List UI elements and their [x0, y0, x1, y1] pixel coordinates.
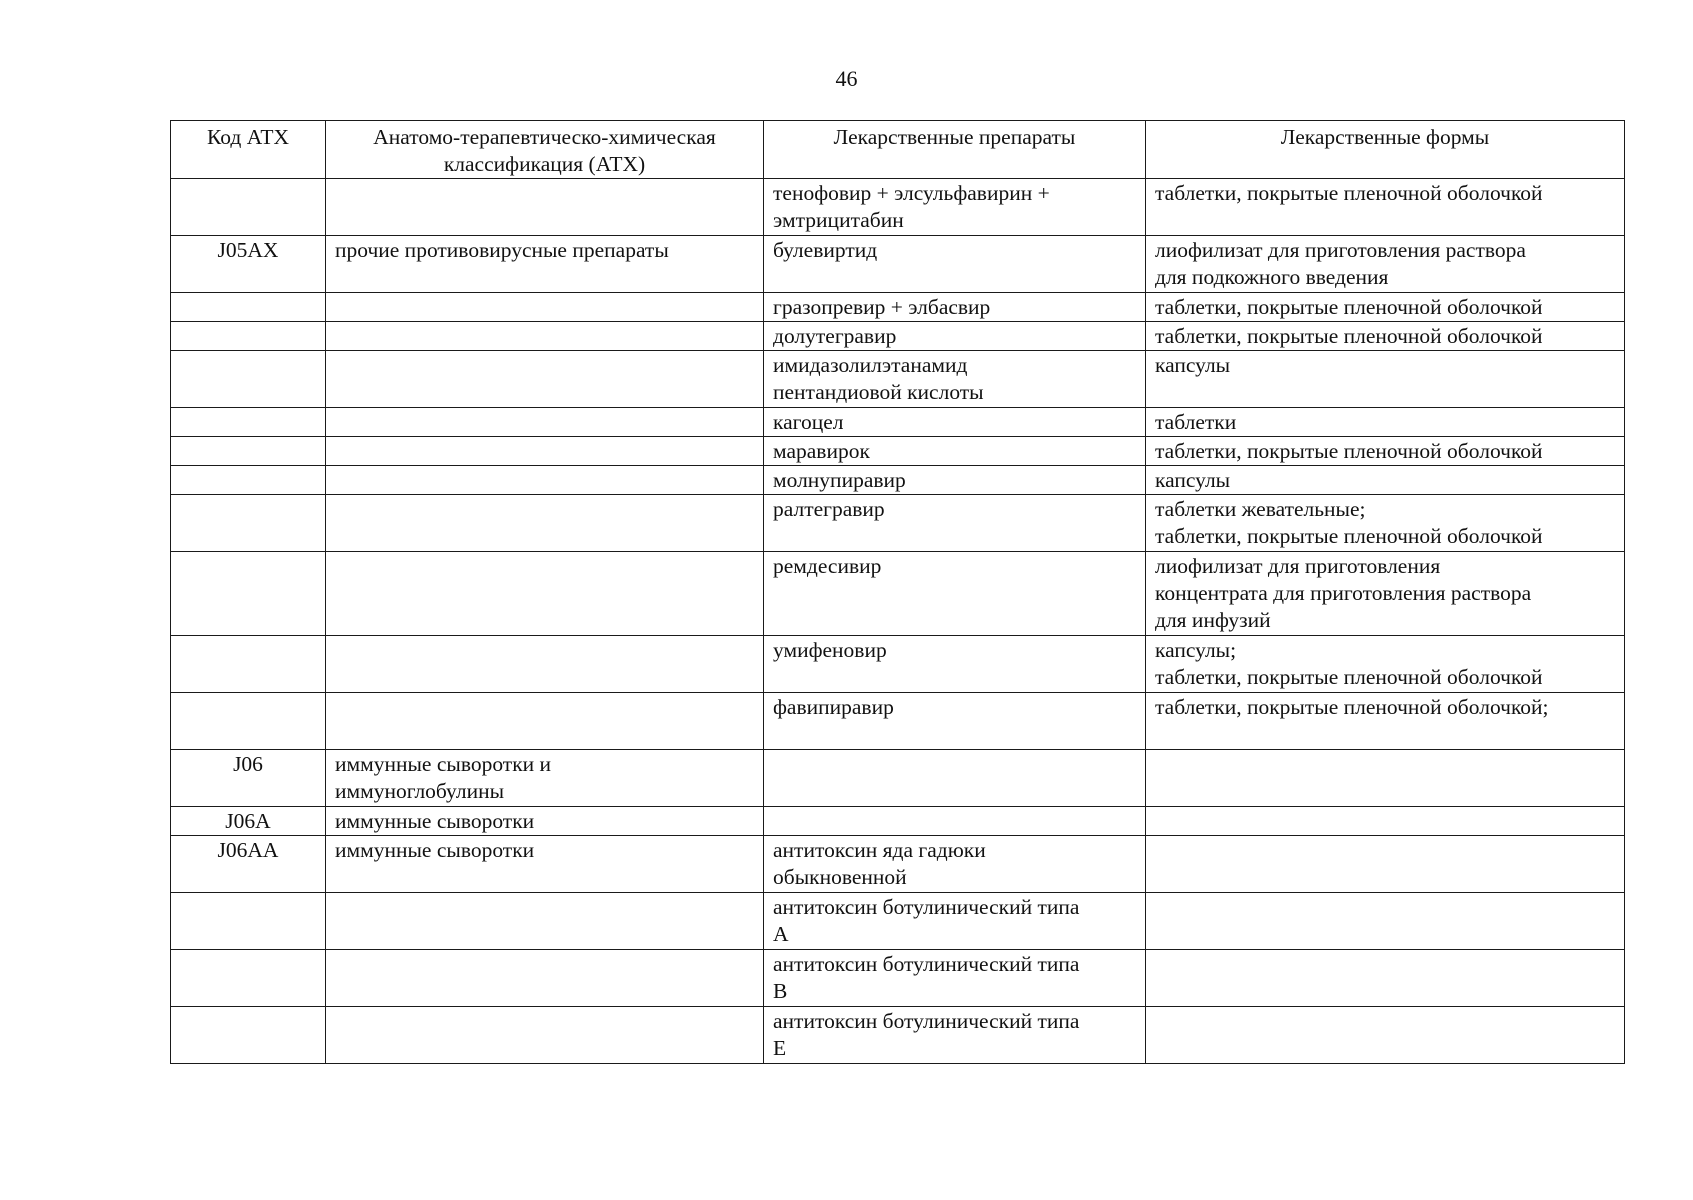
medicine-cell: маравирок [764, 437, 1146, 466]
medicine-cell: ремдесивир [764, 552, 1146, 636]
table-row [171, 750, 1625, 807]
atc-class-cell [326, 437, 764, 466]
table-row [171, 693, 1625, 750]
atc-code-cell [171, 179, 326, 236]
dosage-form-cell: таблетки, покрытые пленочной оболочкой [1146, 293, 1625, 322]
atc-class-cell [326, 495, 764, 552]
table-row [171, 293, 1625, 322]
table-row [171, 322, 1625, 351]
table-row [171, 552, 1625, 636]
atc-code-cell [171, 351, 326, 408]
atc-code-cell: J06AA [171, 836, 326, 893]
dosage-form-cell [1146, 836, 1625, 893]
table-row [171, 466, 1625, 495]
atc-code-cell: J05AX [171, 236, 326, 293]
atc-class-cell [326, 293, 764, 322]
atc-drug-table [170, 120, 1625, 1064]
table-row [171, 836, 1625, 893]
atc-code-cell: J06 [171, 750, 326, 807]
table-row [171, 179, 1625, 236]
medicine-cell: молнупиравир [764, 466, 1146, 495]
atc-code-cell [171, 636, 326, 693]
atc-class-cell [326, 322, 764, 351]
table-row [171, 807, 1625, 836]
atc-class-cell [326, 179, 764, 236]
atc-code-cell [171, 322, 326, 351]
atc-class-cell [326, 693, 764, 750]
table-row [171, 437, 1625, 466]
table-row [171, 1007, 1625, 1064]
medicine-cell: антитоксин яда гадюки обыкновенной [764, 836, 1146, 893]
medicine-cell [764, 807, 1146, 836]
medicine-cell: кагоцел [764, 408, 1146, 437]
dosage-form-cell: таблетки, покрытые пленочной оболочкой; [1146, 693, 1625, 750]
atc-class-cell [326, 408, 764, 437]
medicine-cell: имидазолилэтанамид пентандиовой кислоты [764, 351, 1146, 408]
medicine-cell: долутегравир [764, 322, 1146, 351]
atc-code-cell [171, 293, 326, 322]
atc-code-cell [171, 466, 326, 495]
dosage-form-cell: лиофилизат для приготовления раствора для подкожного введения [1146, 236, 1625, 293]
medicine-cell: гразопревир + элбасвир [764, 293, 1146, 322]
header-medicines: Лекарственные препараты [764, 121, 1146, 179]
medicine-cell: булевиртид [764, 236, 1146, 293]
atc-code-cell [171, 693, 326, 750]
table-row [171, 408, 1625, 437]
header-atc-code: Код АТХ [171, 121, 326, 179]
medicine-cell: фавипиравир [764, 693, 1146, 750]
atc-class-cell [326, 552, 764, 636]
medicine-cell: ралтегравир [764, 495, 1146, 552]
atc-code-cell [171, 552, 326, 636]
table-row [171, 893, 1625, 950]
table-row [171, 495, 1625, 552]
atc-code-cell [171, 1007, 326, 1064]
atc-code-cell [171, 950, 326, 1007]
dosage-form-cell: таблетки [1146, 408, 1625, 437]
table-row [171, 950, 1625, 1007]
atc-class-cell [326, 1007, 764, 1064]
dosage-form-cell: капсулы [1146, 351, 1625, 408]
atc-code-cell [171, 408, 326, 437]
page-number: 46 [835, 66, 858, 91]
atc-class-cell: иммунные сыворотки [326, 836, 764, 893]
medicine-cell [764, 750, 1146, 807]
atc-class-cell: иммунные сыворотки [326, 807, 764, 836]
atc-code-cell [171, 893, 326, 950]
dosage-form-cell: капсулы [1146, 466, 1625, 495]
atc-class-cell [326, 636, 764, 693]
header-dosage-forms: Лекарственные формы [1146, 121, 1625, 179]
medicine-cell: умифеновир [764, 636, 1146, 693]
atc-class-cell [326, 950, 764, 1007]
atc-class-cell: иммунные сыворотки и иммуноглобулины [326, 750, 764, 807]
atc-class-cell: прочие противовирусные препараты [326, 236, 764, 293]
atc-code-cell [171, 495, 326, 552]
atc-code-cell [171, 437, 326, 466]
medicine-cell: тенофовир + элсульфавирин + эмтрицитабин [764, 179, 1146, 236]
table-row [171, 636, 1625, 693]
dosage-form-cell: капсулы; таблетки, покрытые пленочной оболочкой [1146, 636, 1625, 693]
dosage-form-cell: таблетки, покрытые пленочной оболочкой [1146, 437, 1625, 466]
dosage-form-cell [1146, 950, 1625, 1007]
table-header-row [171, 121, 1625, 179]
dosage-form-cell: лиофилизат для приготовления концентрата для приготовления раствора для инфузий [1146, 552, 1625, 636]
atc-class-cell [326, 466, 764, 495]
atc-code-cell: J06A [171, 807, 326, 836]
medicine-cell: антитоксин ботулинический типа Е [764, 1007, 1146, 1064]
dosage-form-cell: таблетки, покрытые пленочной оболочкой [1146, 179, 1625, 236]
atc-class-cell [326, 893, 764, 950]
medicine-cell: антитоксин ботулинический типа А [764, 893, 1146, 950]
atc-class-cell [326, 351, 764, 408]
dosage-form-cell [1146, 1007, 1625, 1064]
dosage-form-cell: таблетки, покрытые пленочной оболочкой [1146, 322, 1625, 351]
medicine-cell: антитоксин ботулинический типа В [764, 950, 1146, 1007]
dosage-form-cell [1146, 750, 1625, 807]
header-atc-classification: Анатомо-терапевтическо-химическая классификация (АТХ) [326, 121, 764, 179]
dosage-form-cell [1146, 807, 1625, 836]
table-row [171, 351, 1625, 408]
table-row [171, 236, 1625, 293]
dosage-form-cell: таблетки жевательные; таблетки, покрытые пленочной оболочкой [1146, 495, 1625, 552]
dosage-form-cell [1146, 893, 1625, 950]
